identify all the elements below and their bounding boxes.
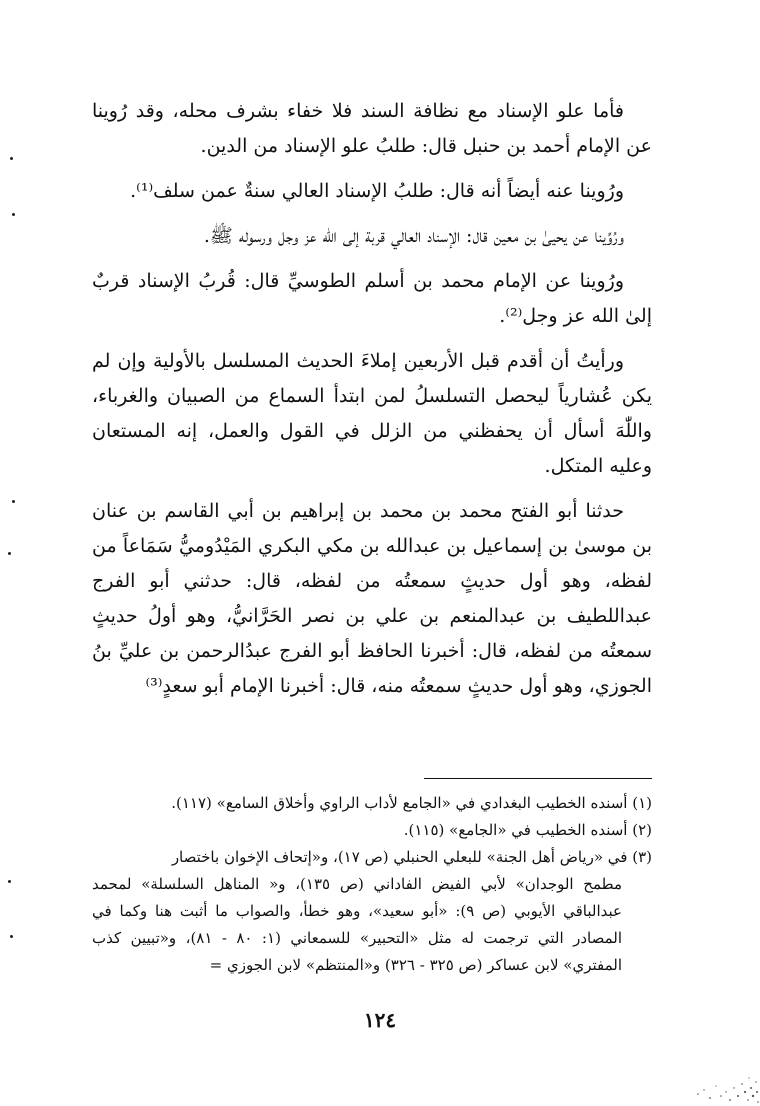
scan-noise xyxy=(690,1072,760,1106)
footnote-separator xyxy=(424,778,652,779)
scan-speck xyxy=(12,500,15,503)
paragraph-isnad-chain: حدثنا أبو الفتح محمد بن محمد بن إبراهيم بن أبي القاسم بن عنان بن موسىٰ بن إسماعيل بن عبدالله بن مكي البكري المَيْدُوميُّ سَمَاعاً من لفظه، وهو أول حديثٍ سمعتُه من لفظه، قال: حدثني أبو الفرج عبداللطيف بن عبدالمنعم بن علي بن نصر الحَرَّانيُّ، وهو أولُ حديثٍ سمعتُه من لفظه، قال: أخبرنا الحافظ أبو الفرج عبدُالرحمن بن عليِّ بنُ الجوزي، وهو أول حديثٍ سمعتُه منه، قال: أخبرنا الإمام أبو سعدٍ⁽³⁾ xyxy=(92,500,652,697)
footnote-3-continuation: مطمح الوجدان» لأبي الفيض الفاداني (ص ١٣٥)، و« المناهل السلسلة» لمحمد عبدالباقي الأيوبي (ص ٩): «أبو سعيد»، وهو خطأ، والصواب ما أثبت هنا وكما في المصادر التي ترجمت له مثل «التحبير» للسمعاني (١: ٨٠ - ٨١)، و«تبيين كذب المفتري» لابن عساكر (ص ٣٢٥ - ٣٢٦) و«المنتظم» لابن الجوزي = xyxy=(92,875,622,974)
paragraph-author-intent: ورأيتُ أن أقدم قبل الأربعين إملاءَ الحديث المسلسل بالأولية وإن لم يكن عُشارياً ليحصل التسلسلُ لمن ابتدأ السماع من الصبيان والغرباء، واللّٰهَ أسأل أن يحفظني من الزلل في القول والعمل، إنه المستعان وعليه المتكل. xyxy=(92,350,652,477)
page-number: ١٢٤ xyxy=(363,1008,397,1032)
scan-speck xyxy=(8,880,11,883)
footnote-3: (٣) في «رياض أهل الجنة» للبعلي الحنبلي (ص ١٧)، و«إتحاف الإخوان باختصار xyxy=(171,848,652,866)
paragraph-tusi-quote: ورُوينا عن الإمام محمد بن أسلم الطوسيِّ قال: قُربُ الإسناد قربٌ إلىٰ الله عز وجل⁽²⁾. xyxy=(92,270,652,327)
main-text xyxy=(92,94,652,714)
paragraph-yahya-quote: ورُوِّينا عن يحيىٰ بن معين قال: الإسناد العالي قربة إلى الله عز وجل ورسوله ﷺ. xyxy=(203,225,624,247)
scan-speck xyxy=(8,552,11,555)
footnotes xyxy=(92,790,652,979)
paragraph-isnad-purity: فأما علو الإسناد مع نظافة السند فلا خفاء بشرف محله، وقد رُوينا عن الإمام أحمد بن حنبل قال: طلبُ علو الإسناد من الدين. xyxy=(92,100,652,157)
footnote-1: (١) أسنده الخطيب البغدادي في «الجامع لأداب الراوي وأخلاق السامع» (١١٧). xyxy=(171,794,652,812)
paragraph-ahmad-quote: ورُوينا عنه أيضاً أنه قال: طلبُ الإسناد العالي سنةٌ عمن سلف⁽¹⁾. xyxy=(130,180,624,202)
scan-speck xyxy=(10,935,13,938)
scan-speck xyxy=(12,213,15,216)
footnote-2: (٢) أسنده الخطيب في «الجامع» (١١٥). xyxy=(403,821,652,839)
scan-speck xyxy=(10,157,13,160)
